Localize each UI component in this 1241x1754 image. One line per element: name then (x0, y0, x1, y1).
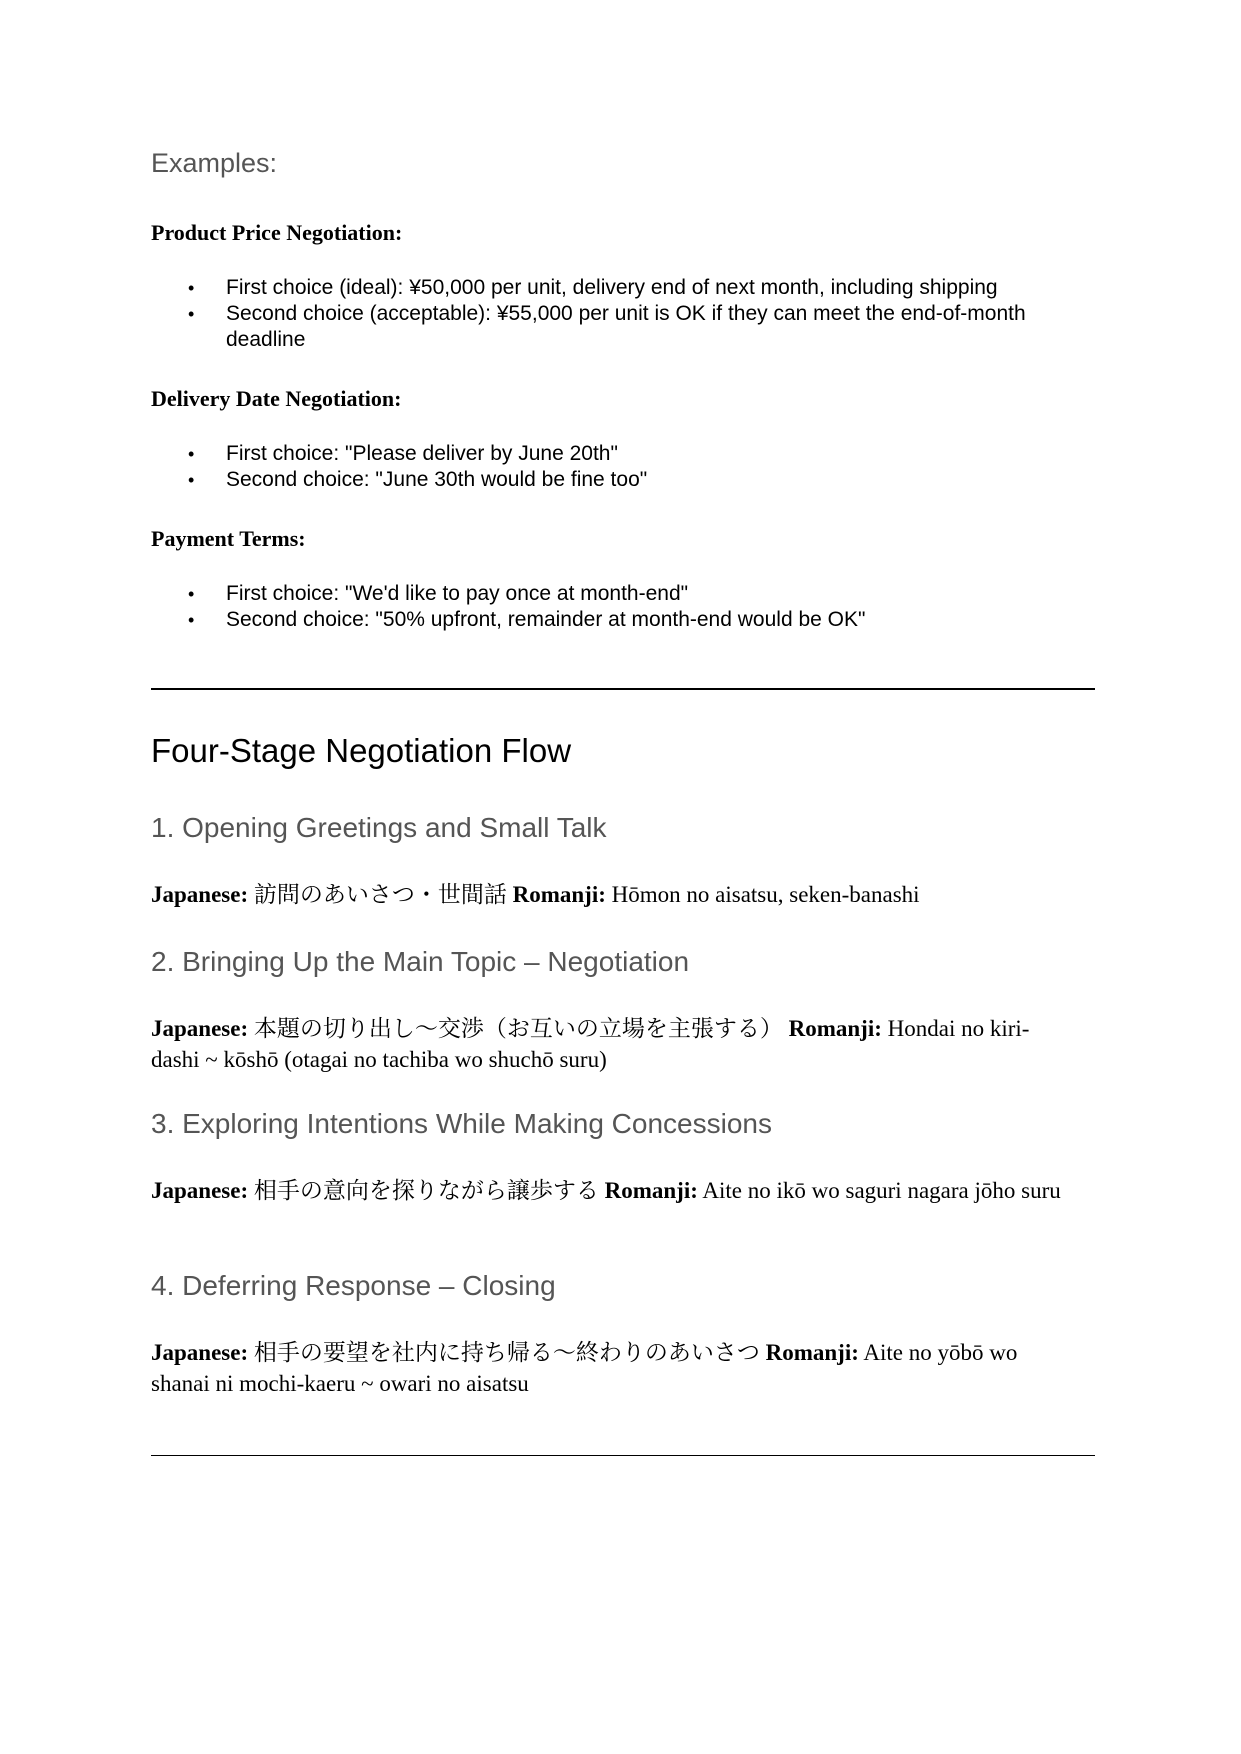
romanji-text: Hondai no kiri-dashi ~ kōshō (otagai no tachiba wo shuchō suru) (151, 1016, 1030, 1072)
stage-4-text (151, 1337, 1071, 1399)
payment-terms-list (151, 581, 1081, 633)
section-divider (151, 688, 1095, 690)
product-price-list (151, 275, 1081, 353)
list-item: • First choice: "We'd like to pay once at month-end" (151, 581, 1081, 607)
list-item: • First choice: "Please deliver by June 20th" (151, 441, 1081, 467)
section-divider (151, 1455, 1095, 1456)
delivery-date-heading: Delivery Date Negotiation: (151, 386, 402, 411)
japanese-label: Japanese: (151, 882, 249, 907)
japanese-label: Japanese: (151, 1340, 249, 1365)
japanese-label: Japanese: (151, 1178, 249, 1203)
stage-1-heading: 1. Opening Greetings and Small Talk (151, 812, 607, 843)
examples-heading: Examples: (151, 148, 278, 178)
romanji-text: Aite no yōbō wo shanai ni mochi-kaeru ~ owari no aisatsu (151, 1340, 1018, 1396)
japanese-text: 相手の要望を社内に持ち帰る〜終わりのあいさつ (253, 1340, 760, 1365)
romanji-text: Aite no ikō wo saguri nagara jōho suru (702, 1178, 1061, 1203)
delivery-date-list (151, 441, 1081, 493)
product-price-heading: Product Price Negotiation: (151, 220, 403, 245)
stage-3-heading: 3. Exploring Intentions While Making Concessions (151, 1108, 772, 1139)
stage-3-text (151, 1175, 1071, 1206)
romanji-label: Romanji: (788, 1016, 882, 1041)
japanese-text: 相手の意向を探りながら譲歩する (253, 1178, 599, 1203)
japanese-text: 訪問のあいさつ・世間話 (253, 882, 507, 907)
romanji-label: Romanji: (604, 1178, 698, 1203)
stage-2-text (151, 1013, 1071, 1075)
page-title: Four-Stage Negotiation Flow (151, 732, 572, 769)
list-item: • First choice (ideal): ¥50,000 per unit, delivery end of next month, including shipping (151, 275, 1081, 301)
romanji-text: Hōmon no aisatsu, seken-banashi (611, 882, 920, 907)
list-item: • Second choice: "50% upfront, remainder at month-end would be OK" (151, 607, 1081, 633)
list-item: • Second choice: "June 30th would be fine too" (151, 467, 1081, 493)
japanese-text: 本題の切り出し〜交渉（お互いの立場を主張する） (253, 1016, 783, 1041)
romanji-label: Romanji: (765, 1340, 859, 1365)
stage-4-heading: 4. Deferring Response – Closing (151, 1270, 556, 1301)
romanji-label: Romanji: (512, 882, 606, 907)
stage-2-heading: 2. Bringing Up the Main Topic – Negotiation (151, 946, 690, 977)
list-item: • Second choice (acceptable): ¥55,000 per unit is OK if they can meet the end-of-month deadline (151, 301, 1081, 353)
stage-1-text (151, 879, 1071, 910)
japanese-label: Japanese: (151, 1016, 249, 1041)
payment-terms-heading: Payment Terms: (151, 526, 306, 551)
